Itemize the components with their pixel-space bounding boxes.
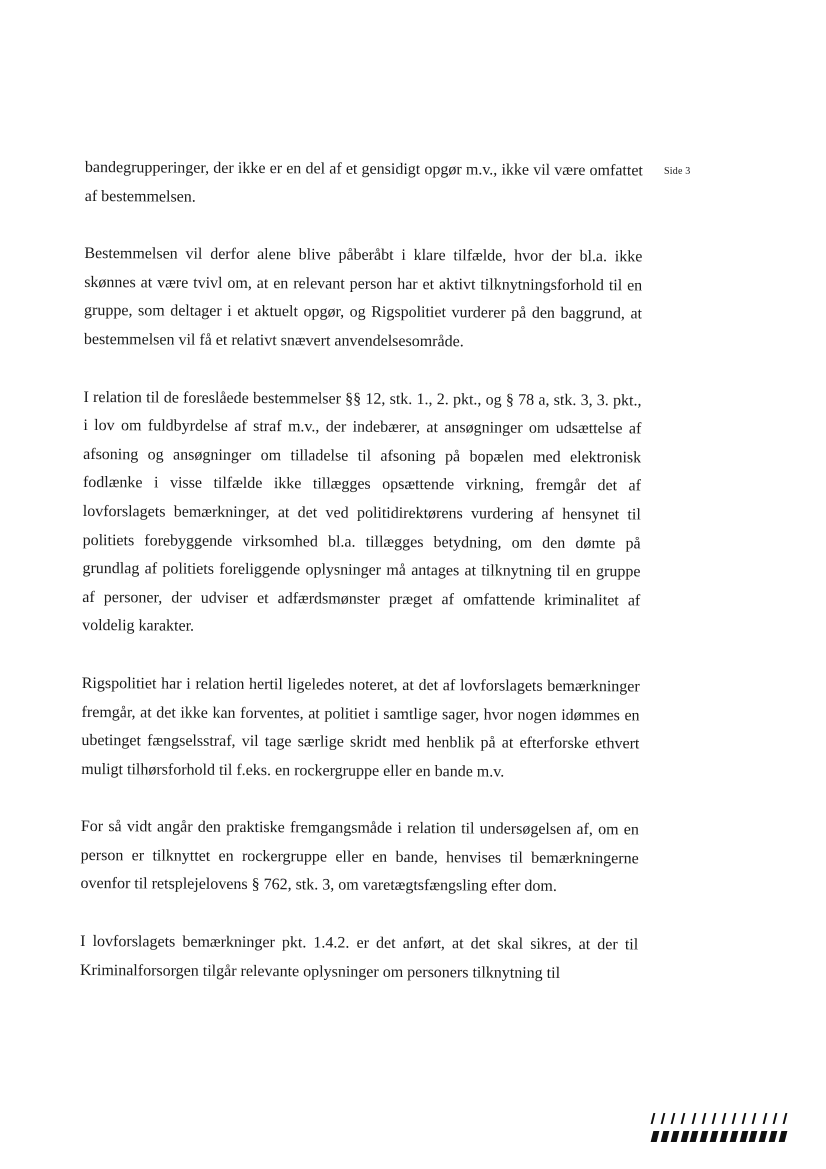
- barcode-thin-mark-10: [742, 1113, 747, 1124]
- barcode-thick-mark-4: [680, 1131, 689, 1142]
- barcode-thick-mark-14: [779, 1131, 788, 1142]
- barcode-thin-mark-12: [762, 1113, 767, 1124]
- barcode-thick-mark-6: [700, 1131, 709, 1142]
- paragraph-4: Rigspolitiet har i relation hertil ligeledes noteret, at det af lovforslagets bemærkninger fremgår, at det ikke kan forventes, at politiet i samtlige sager, hvor nogen idømmes en ubetinget fængselsstraf, vil tage særlige skridt med henblik på at efterforske ethvert muligt tilhørsforhold til f.eks. en rockergruppe eller en bande m.v.: [81, 674, 640, 781]
- barcode-thin-mark-8: [722, 1113, 727, 1124]
- barcode-thin-mark-14: [782, 1113, 787, 1124]
- paragraph-5: For så vidt angår den praktiske fremgangsmåde i relation til undersøgelsen af, om en person er tilknyttet en rockergruppe eller en bande, henvises til bemærkningerne ovenfor til retsplejelovens § 762, stk. 3, om varetægtsfængsling efter dom.: [80, 818, 639, 896]
- barcode-thick-mark-10: [739, 1131, 748, 1142]
- barcode-thin-mark-6: [701, 1113, 706, 1124]
- paragraph-6: I lovforslagets bemærkninger pkt. 1.4.2. er det anført, at det skal sikres, at der til Kriminalforsorgen tilgår relevante oplysninger om personers tilknytning til: [79, 933, 639, 982]
- barcode-thick-mark-1: [651, 1131, 660, 1142]
- barcode-thin-mark-4: [681, 1113, 686, 1124]
- barcode-bottom-row: [652, 1131, 786, 1142]
- barcode-thin-mark-2: [661, 1113, 666, 1124]
- barcode-thin-mark-11: [752, 1113, 757, 1124]
- paragraph-2: Bestemmelsen vil derfor alene blive påberåbt i klare tilfælde, hvor der bl.a. ikke skønnes at være tvivl om, at en relevant person har et aktivt tilknytningsforhold til en gruppe, som deltager i et aktuelt opgør, og Rigspolitiet vurderer på den baggrund, at bestemmelsen vil få et relativt snævert anvendelsesområde.: [83, 245, 643, 351]
- barcode-thin-mark-5: [691, 1113, 696, 1124]
- barcode-top-row: [652, 1113, 786, 1124]
- barcode-thick-mark-8: [720, 1131, 729, 1142]
- barcode-thin-mark-9: [732, 1113, 737, 1124]
- page-number-label: Side 3: [664, 166, 691, 177]
- barcode-thick-mark-12: [759, 1131, 768, 1142]
- barcode-thick-mark-3: [670, 1131, 679, 1142]
- barcode-icon: [652, 1113, 786, 1143]
- barcode-thick-mark-13: [769, 1131, 778, 1142]
- barcode-thin-mark-7: [711, 1113, 716, 1124]
- barcode-thick-mark-9: [729, 1131, 738, 1142]
- barcode-thick-mark-7: [710, 1131, 719, 1142]
- barcode-thick-mark-5: [690, 1131, 699, 1142]
- document-body: [80, 154, 643, 1018]
- barcode-thick-mark-2: [660, 1131, 669, 1142]
- paragraph-1: bandegrupperinger, der ikke er en del af et gensidigt opgør m.v., ikke vil være omfattet af bestemmelsen.: [84, 158, 643, 206]
- paragraph-3: I relation til de foreslåede bestemmelser §§ 12, stk. 1., 2. pkt., og § 78 a, stk. 3, 3. pkt., i lov om fuldbyrdelse af straf m.v., der indebærer, at ansøgninger om udsættelse af afsoning og ansøgninger om tilladelse til afsoning på bopælen med elektronisk fodlænke i visse tilfælde ikke tillægges opsættende virkning, fremgår det af lovforslagets bemærkninger, at det ved politidirektørens vurdering af hensynet til politiets forebyggende virksomhed bl.a. tillægges betydning, om den dømte på grundlag af politiets foreliggende oplysninger må antages at tilknytning til en gruppe af personer, der udviser et adfærdsmønster præget af omfattende kriminalitet af voldelig karakter.: [82, 388, 642, 635]
- barcode-thin-mark-1: [651, 1113, 656, 1124]
- barcode-thin-mark-3: [671, 1113, 676, 1124]
- barcode-thin-mark-13: [772, 1113, 777, 1124]
- barcode-thick-mark-11: [749, 1131, 758, 1142]
